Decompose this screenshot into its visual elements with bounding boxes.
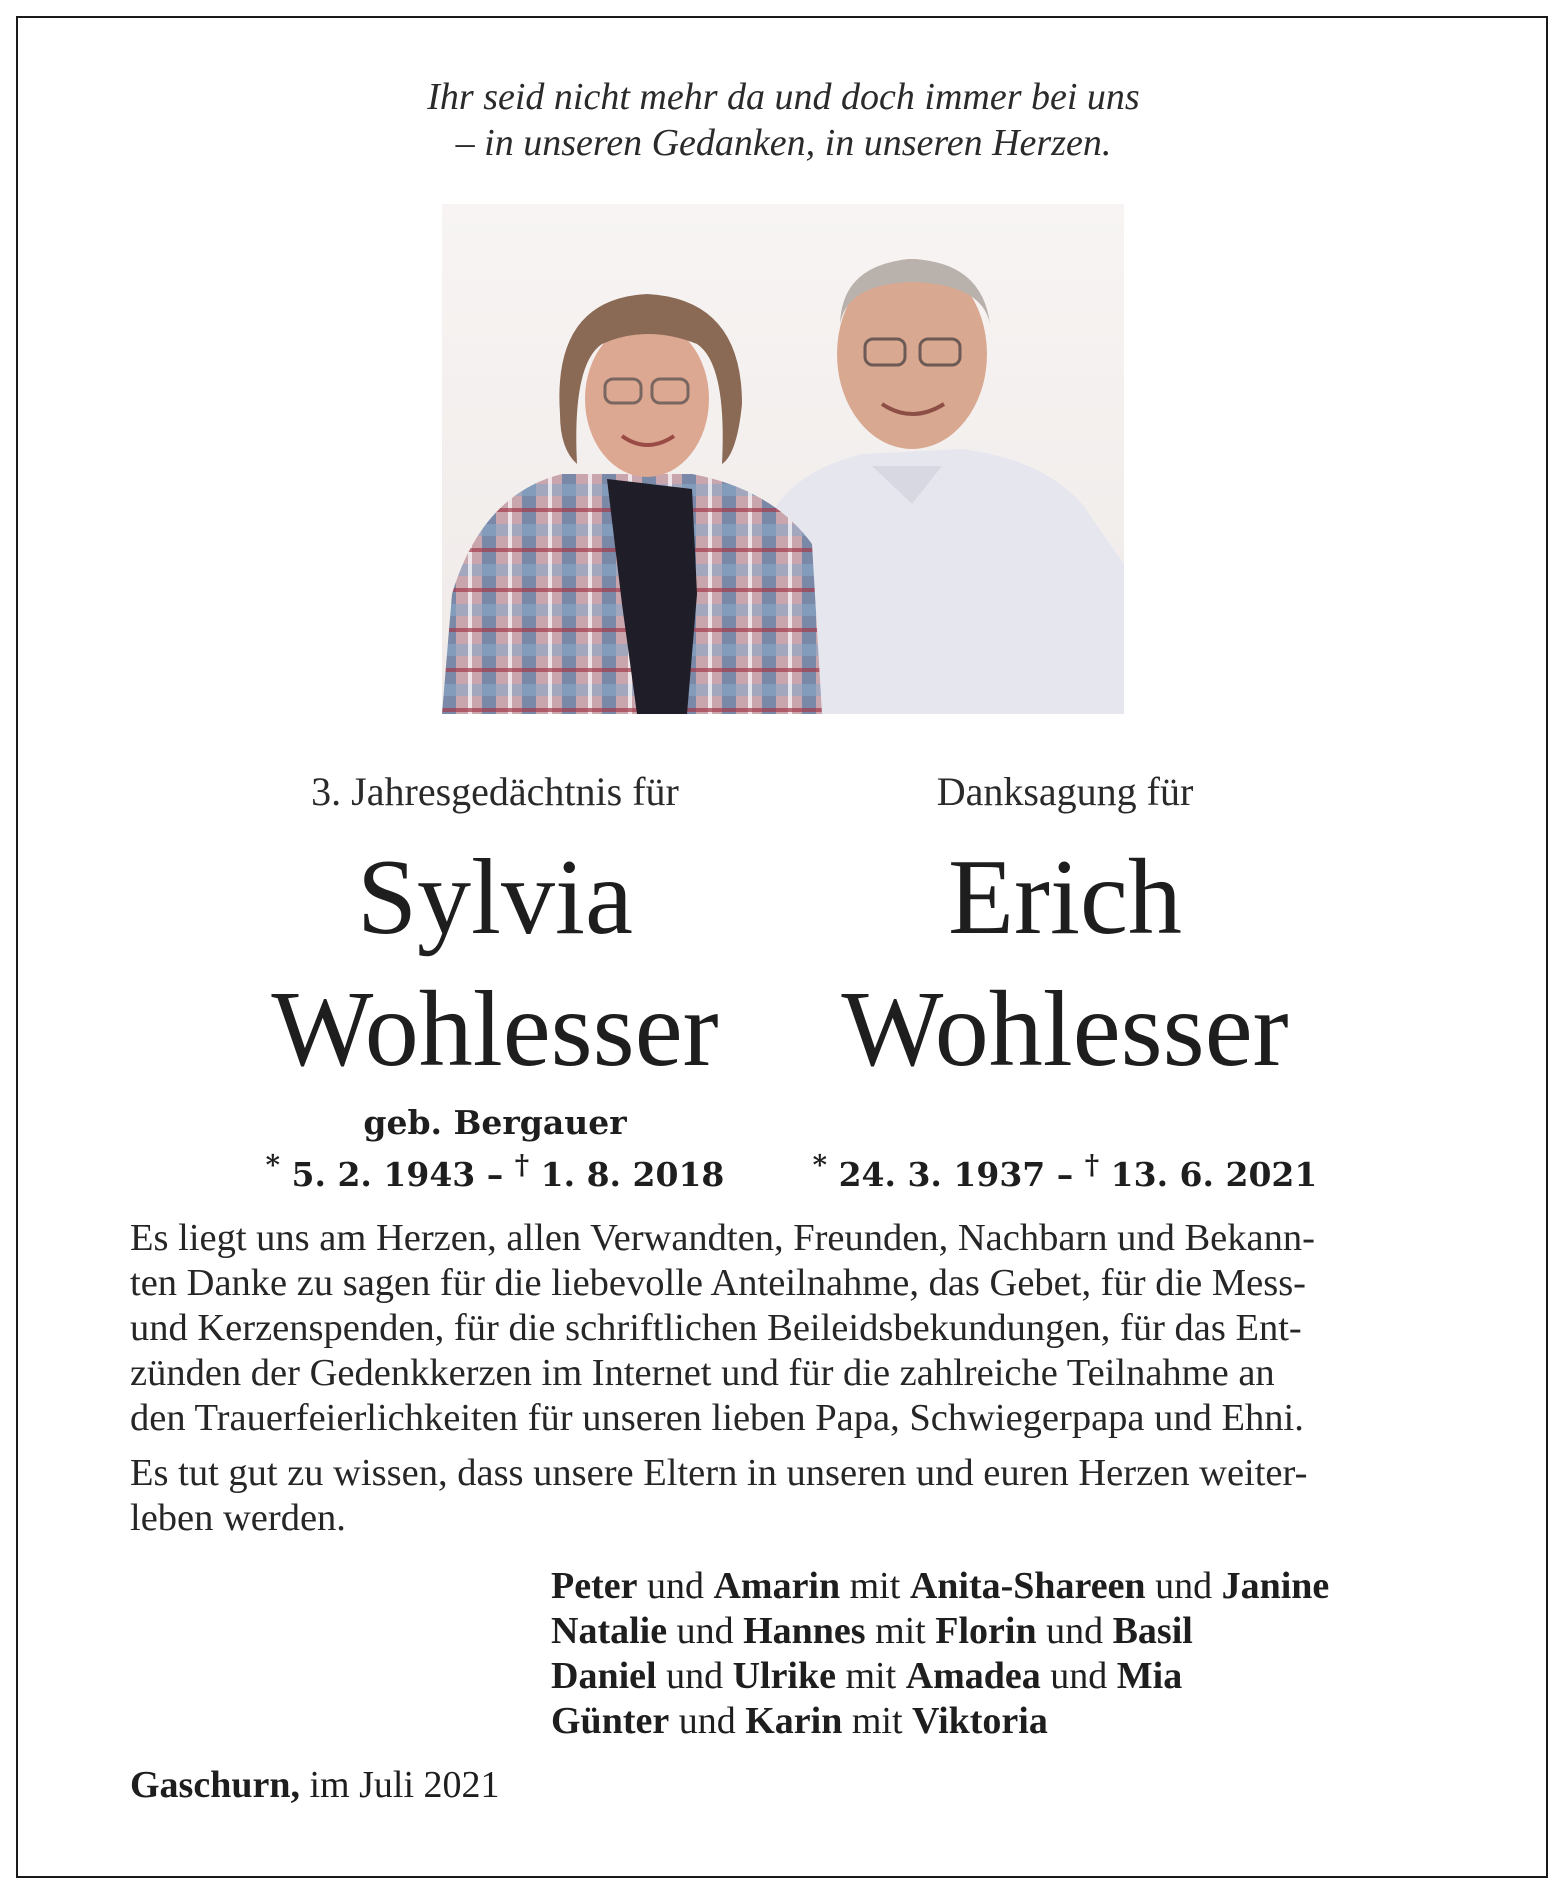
closing-paragraph — [130, 1451, 1440, 1541]
signature-name: Peter — [551, 1565, 638, 1607]
signature-connector: und — [669, 1700, 746, 1742]
erich-dates — [800, 1144, 1330, 1196]
signatures — [551, 1564, 1329, 1744]
place-month: im Juli 2021 — [299, 1764, 500, 1806]
signature-name: Natalie — [551, 1610, 668, 1652]
sylvia-birth-name: geb. Bergauer — [363, 1103, 627, 1142]
signature-name: Hannes — [743, 1610, 866, 1652]
signature-name: Florin — [935, 1610, 1037, 1652]
erich-born: 24. 3. 1937 — [838, 1155, 1046, 1194]
signature-name: Janine — [1221, 1565, 1330, 1607]
sylvia-column — [200, 768, 790, 1196]
paragraph-line: ten Danke zu sagen für die liebevolle Anteilnahme, das Gebet, für die Mess- — [130, 1262, 1306, 1304]
signature-line — [551, 1609, 1329, 1654]
paragraph-line: leben werden. — [130, 1497, 346, 1539]
signature-name: Basil — [1112, 1610, 1193, 1652]
paragraph-line: den Trauerfeierlichkeiten für unseren lieben Papa, Schwiegerpapa und Ehni. — [130, 1397, 1304, 1439]
signature-connector: mit — [836, 1655, 906, 1697]
erich-last-name: Wohlesser — [841, 970, 1289, 1089]
signature-name: Daniel — [551, 1655, 657, 1697]
signature-connector: und — [1145, 1565, 1222, 1607]
signature-name: Amarin — [713, 1565, 841, 1607]
sylvia-last-name: Wohlesser — [271, 970, 719, 1089]
signature-name: Anita-Shareen — [909, 1565, 1146, 1607]
signature-line — [551, 1654, 1329, 1699]
birth-symbol: * — [812, 1149, 828, 1181]
signature-connector: mit — [840, 1565, 910, 1607]
paragraph-line: zünden der Gedenkkerzen im Internet und für die zahlreiche Teilnahme an — [130, 1352, 1275, 1394]
signature-connector: und — [637, 1565, 714, 1607]
birth-symbol: * — [265, 1149, 281, 1181]
couple-photo — [442, 204, 1124, 714]
erich-first-name: Erich — [948, 838, 1182, 957]
place-date — [130, 1763, 500, 1808]
signature-name: Ulrike — [732, 1655, 836, 1697]
death-symbol: † — [1084, 1149, 1100, 1181]
erich-intro: Danksagung für — [936, 769, 1194, 814]
thanks-paragraph — [130, 1216, 1440, 1441]
erich-died: 13. 6. 2021 — [1110, 1155, 1318, 1194]
signature-connector: mit — [842, 1700, 913, 1742]
date-dash: – — [1056, 1155, 1074, 1194]
sylvia-dates — [200, 1144, 790, 1196]
signature-name: Mia — [1116, 1655, 1183, 1697]
couple-photo-illustration — [442, 204, 1124, 714]
signature-connector: und — [1036, 1610, 1113, 1652]
sylvia-died: 1. 8. 2018 — [540, 1155, 725, 1194]
paragraph-line: Es tut gut zu wissen, dass unsere Eltern in unseren und euren Herzen weiter- — [130, 1452, 1308, 1494]
signature-connector: und — [1040, 1655, 1117, 1697]
paragraph-line: und Kerzenspenden, für die schriftlichen Beileidsbekundungen, für das Ent- — [130, 1307, 1302, 1349]
erich-column — [800, 768, 1330, 1196]
signature-name: Viktoria — [912, 1700, 1048, 1742]
signature-connector: mit — [865, 1610, 936, 1652]
date-dash: – — [486, 1155, 504, 1194]
signature-name: Karin — [745, 1700, 843, 1742]
sylvia-first-name: Sylvia — [356, 838, 633, 957]
signature-name: Amadea — [905, 1655, 1041, 1697]
sylvia-born: 5. 2. 1943 — [291, 1155, 476, 1194]
paragraph-line: Es liegt uns am Herzen, allen Verwandten, Freunden, Nachbarn und Bekann- — [130, 1217, 1315, 1259]
signature-line — [551, 1564, 1329, 1609]
motto — [0, 74, 1567, 166]
motto-line-1: Ihr seid nicht mehr da und doch immer bei uns — [427, 76, 1140, 118]
signature-connector: und — [667, 1610, 744, 1652]
death-symbol: † — [514, 1149, 530, 1181]
signature-line — [551, 1699, 1329, 1744]
motto-line-2: – in unseren Gedanken, in unseren Herzen. — [455, 122, 1112, 164]
signature-name: Günter — [551, 1700, 670, 1742]
sylvia-intro: 3. Jahresgedächtnis für — [311, 769, 679, 814]
signature-connector: und — [656, 1655, 733, 1697]
place-town: Gaschurn, — [130, 1764, 300, 1806]
